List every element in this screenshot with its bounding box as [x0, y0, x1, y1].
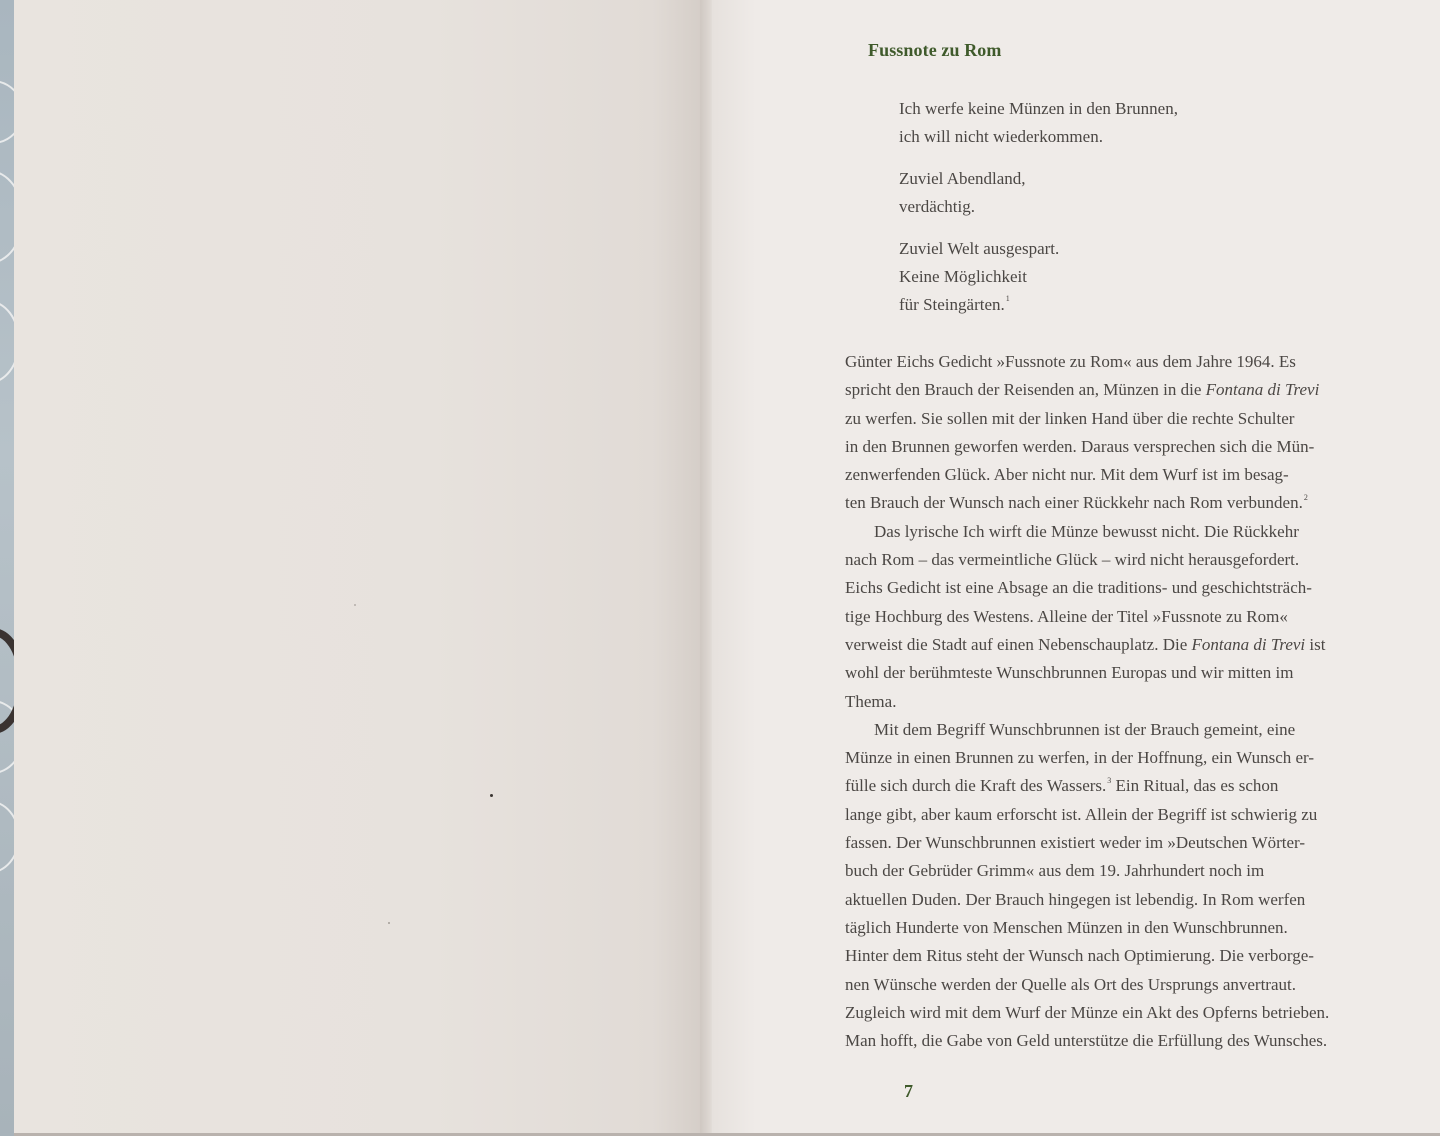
- poem-line: verdächtig.: [899, 197, 975, 216]
- footnote-reference: 2: [1303, 492, 1308, 502]
- text-run: tige Hochburg des Westens. Alleine der Titel »Fussnote zu Rom«: [845, 606, 1288, 626]
- text-line: [845, 772, 1400, 800]
- text-line: [845, 971, 1400, 999]
- text-run: Günter Eichs Gedicht »Fussnote zu Rom« aus dem Jahre 1964. Es: [845, 352, 1296, 371]
- text-line: [845, 688, 1400, 716]
- poem-line: Ich werfe keine Münzen in den Brunnen,: [899, 99, 1178, 118]
- text-line: [845, 716, 1400, 744]
- body-text: [845, 348, 1400, 1055]
- poem-stanza: [899, 95, 1319, 151]
- text-line: [845, 489, 1400, 517]
- text-run: Ein Ritual, das es schon: [1111, 776, 1279, 796]
- left-page: [14, 0, 709, 1134]
- italic-phrase: Fontana di Trevi: [1205, 380, 1320, 400]
- text-run: in den Brunnen geworfen werden. Daraus versprechen sich die Mün-: [845, 436, 1315, 456]
- text-line: [845, 348, 1400, 376]
- page-number: 7: [904, 1081, 913, 1101]
- body-paragraph: [845, 716, 1400, 1056]
- text-line: [845, 376, 1400, 404]
- text-run: nen Wünsche werden der Quelle als Ort des Ursprungs anvertraut.: [845, 974, 1296, 994]
- text-run: Münze in einen Brunnen zu werfen, in der Hoffnung, ein Wunsch er-: [845, 748, 1315, 768]
- footnote-reference: 3: [1107, 775, 1112, 785]
- text-run: Zugleich wird mit dem Wurf der Münze ein Akt des Opferns betrieben.: [845, 1002, 1330, 1022]
- text-line: [845, 999, 1400, 1027]
- poem-line: Zuviel Welt ausgespart.: [899, 239, 1060, 258]
- page-heading: Fussnote zu Rom: [868, 40, 1002, 60]
- poem: [899, 95, 1319, 333]
- text-line: [845, 461, 1400, 489]
- text-line: [845, 744, 1400, 772]
- text-run: lange gibt, aber kaum erforscht ist. Allein der Begriff ist schwierig zu: [845, 804, 1318, 824]
- text-line: [845, 1027, 1400, 1055]
- text-run: zu werfen. Sie sollen mit der linken Hand über die rechte Schulter: [845, 408, 1295, 428]
- poem-line: ich will nicht wiederkommen.: [899, 127, 1103, 146]
- text-run: wohl der berühmteste Wunschbrunnen Europas und wir mitten im: [845, 663, 1294, 683]
- text-run: fülle sich durch die Kraft des Wassers.: [845, 776, 1107, 796]
- poem-stanza: [899, 235, 1319, 319]
- text-line: [845, 857, 1400, 885]
- text-run: nach Rom – das vermeintliche Glück – wird nicht herausgefordert.: [845, 550, 1300, 570]
- poem-line: Keine Möglichkeit: [899, 267, 1027, 286]
- text-run: Das lyrische Ich wirft die Münze bewusst nicht. Die Rückkehr: [874, 521, 1299, 541]
- text-run: täglich Hunderte von Menschen Münzen in den Wunschbrunnen.: [845, 917, 1288, 937]
- text-run: verweist die Stadt auf einen Nebenschauplatz. Die: [845, 634, 1192, 654]
- text-line: [845, 829, 1400, 857]
- text-run: Thema.: [845, 691, 897, 711]
- text-run: Hinter dem Ritus steht der Wunsch nach Optimierung. Die verborge-: [845, 946, 1314, 966]
- body-paragraph: [845, 518, 1400, 716]
- text-line: [845, 603, 1400, 631]
- text-run: ten Brauch der Wunsch nach einer Rückkehr nach Rom verbunden.: [845, 493, 1303, 513]
- italic-phrase: Fontana di Trevi: [1191, 634, 1306, 654]
- paper-speck: [490, 794, 493, 797]
- text-line: [845, 546, 1400, 574]
- text-line: [845, 942, 1400, 970]
- text-line: [845, 659, 1400, 687]
- text-line: [845, 914, 1400, 942]
- text-run: fassen. Der Wunschbrunnen existiert weder im »Deutschen Wörter-: [845, 833, 1306, 853]
- paper-speck: [354, 604, 356, 606]
- text-run: ist: [1305, 634, 1326, 654]
- footnote-reference: 1: [1005, 294, 1010, 304]
- text-line: [845, 574, 1400, 602]
- text-run: zenwerfenden Glück. Aber nicht nur. Mit dem Wurf ist im besag-: [845, 465, 1289, 485]
- text-line: [845, 405, 1400, 433]
- text-line: [845, 886, 1400, 914]
- poem-stanza: [899, 165, 1319, 221]
- text-line: [845, 518, 1400, 546]
- poem-line: Zuviel Abendland,: [899, 169, 1026, 188]
- text-line: [845, 433, 1400, 461]
- text-run: spricht den Brauch der Reisenden an, Münzen in die: [845, 380, 1206, 400]
- text-run: Mit dem Begriff Wunschbrunnen ist der Brauch gemeint, eine: [874, 719, 1296, 739]
- text-run: Eichs Gedicht ist eine Absage an die traditions- und geschichtsträch-: [845, 578, 1312, 598]
- text-run: aktuellen Duden. Der Brauch hingegen ist lebendig. In Rom werfen: [845, 889, 1306, 909]
- text-run: buch der Gebrüder Grimm« aus dem 19. Jahrhundert noch im: [845, 861, 1265, 881]
- text-run: Man hofft, die Gabe von Geld unterstütze die Erfüllung des Wunsches.: [845, 1031, 1328, 1051]
- poem-line: für Steingärten.$^1$: [899, 294, 1010, 314]
- text-line: [845, 801, 1400, 829]
- paper-speck: [388, 922, 390, 924]
- text-line: [845, 631, 1400, 659]
- body-paragraph: [845, 348, 1400, 518]
